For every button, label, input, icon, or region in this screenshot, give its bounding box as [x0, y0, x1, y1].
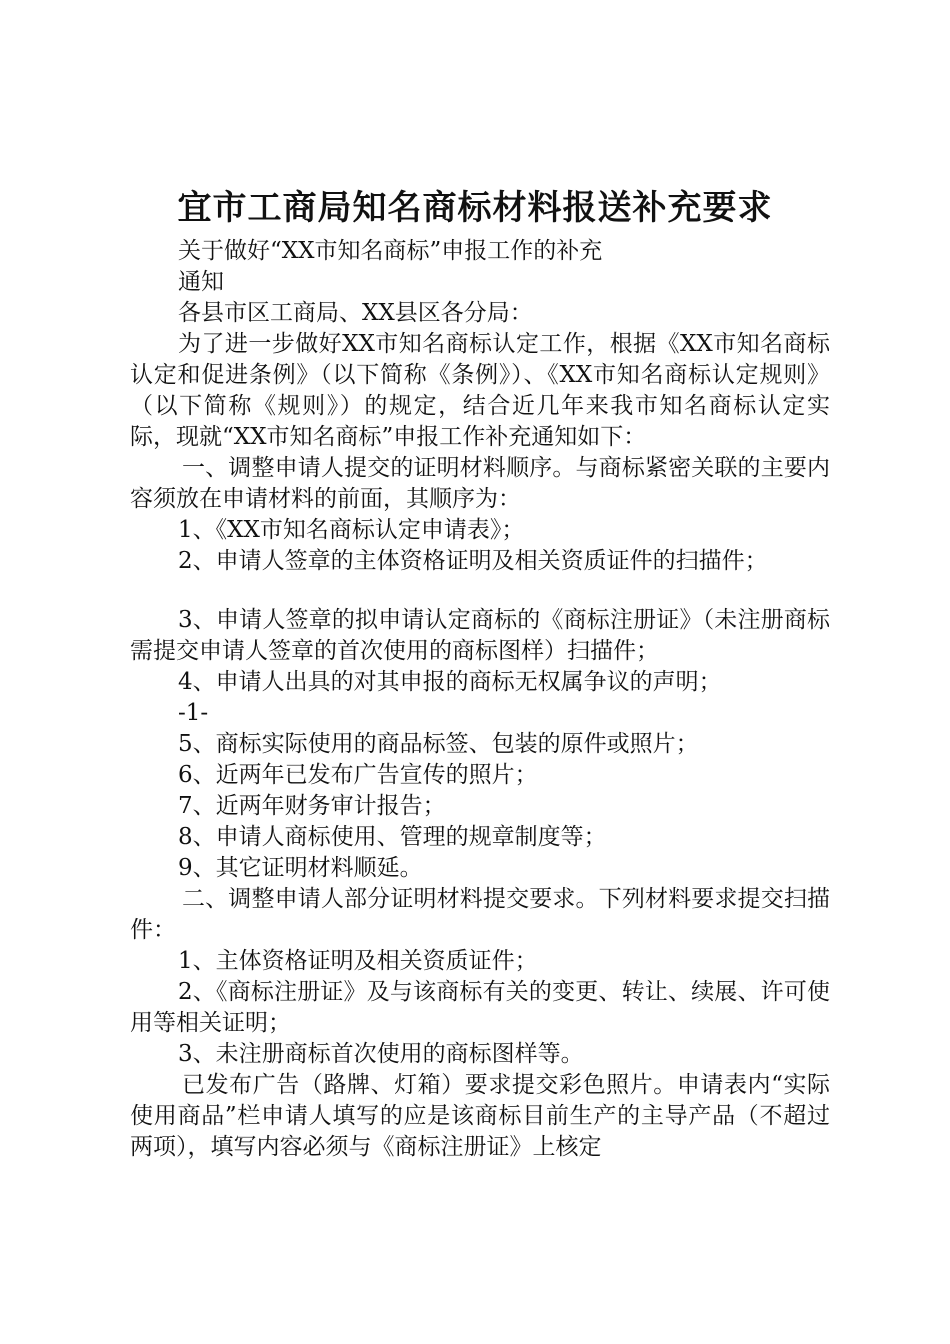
- section-1-item: 6、近两年已发布广告宣传的照片；: [178, 762, 538, 788]
- page-number-marker: -1-: [178, 700, 209, 726]
- section-1-item: 3、申请人签章的拟申请认定商标的《商标注册证》（未注册商标需提交申请人签章的首次使用的商标图样）扫描件；: [130, 607, 830, 664]
- section-2-heading: 二、调整申请人部分证明材料提交要求。下列材料要求提交扫描件：: [130, 886, 830, 943]
- section-1-item: 9、其它证明材料顺延。: [178, 855, 423, 881]
- section-1-item: 8、申请人商标使用、管理的规章制度等；: [178, 824, 607, 850]
- intro-paragraph: 为了进一步做好XX市知名商标认定工作，根据《XX市知名商标认定和促进条例》（以下简称《条例》）、《XX市知名商标认定规则》（以下简称《规则》）的规定，结合近几年来我市知名商标认定实际，现就“XX市知名商标”申报工作补充通知如下：: [130, 331, 830, 450]
- document-title: 宜市工商局知名商标材料报送补充要求: [177, 188, 773, 228]
- section-2-item: 2、《商标注册证》及与该商标有关的变更、转让、续展、许可使用等相关证明；: [130, 979, 830, 1036]
- closing-paragraph: 已发布广告（路牌、灯箱）要求提交彩色照片。申请表内“实际使用商品”栏申请人填写的应是该商标目前生产的主导产品（不超过两项），填写内容必须与《商标注册证》上核定: [130, 1072, 830, 1160]
- salutation: 各县市区工商局、XX县区各分局：: [178, 300, 533, 326]
- document-body: [130, 236, 830, 1163]
- subtitle-line-2: 通知: [178, 269, 224, 295]
- section-2-item: 3、未注册商标首次使用的商标图样等。: [178, 1041, 584, 1067]
- blank-line: [130, 577, 830, 605]
- section-1-item: 2、申请人签章的主体资格证明及相关资质证件的扫描件；: [178, 548, 768, 574]
- section-1-item: 4、申请人出具的对其申报的商标无权属争议的声明；: [178, 669, 722, 695]
- section-1-item: 5、商标实际使用的商品标签、包装的原件或照片；: [178, 731, 699, 757]
- section-2-item: 1、主体资格证明及相关资质证件；: [178, 948, 538, 974]
- subtitle-line-1: 关于做好“XX市知名商标”申报工作的补充: [178, 238, 603, 264]
- section-1-item: 7、近两年财务审计报告；: [178, 793, 446, 819]
- section-1-item: 1、《XX市知名商标认定申请表》；: [178, 517, 525, 543]
- section-1-heading: 一、调整申请人提交的证明材料顺序。与商标紧密关联的主要内容须放在申请材料的前面，其顺序为：: [130, 455, 830, 512]
